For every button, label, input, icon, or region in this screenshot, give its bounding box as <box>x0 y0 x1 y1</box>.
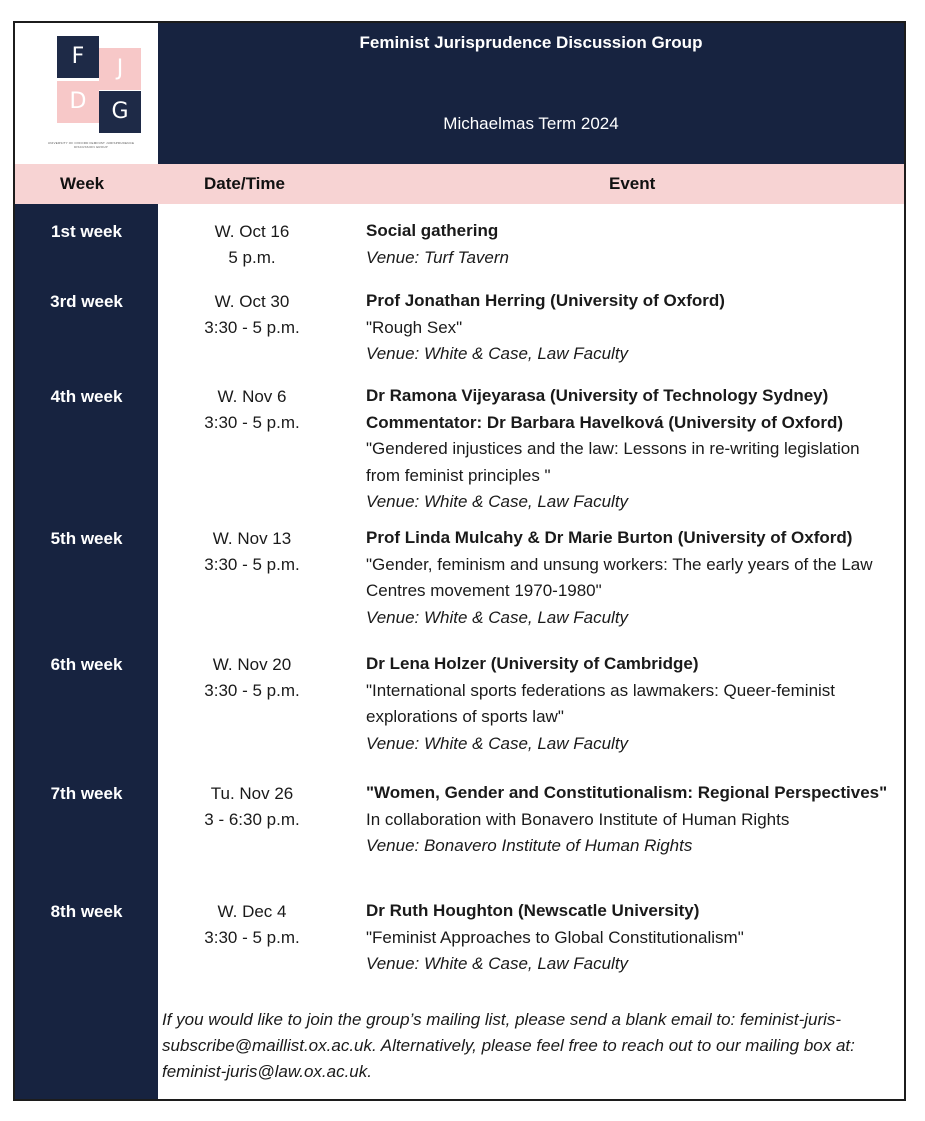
poster-header <box>15 23 904 164</box>
event-datetime <box>173 219 331 271</box>
logo-letter-g: G <box>99 91 141 133</box>
logo-letter-f: F <box>57 36 99 78</box>
event-datetime <box>173 384 331 436</box>
event-details <box>366 288 896 368</box>
event-date: W. Oct 16 <box>214 222 290 241</box>
event-datetime <box>173 526 331 578</box>
event-time: 3 - 6:30 p.m. <box>204 810 300 829</box>
event-speaker: Prof Jonathan Herring (University of Oxford) <box>366 291 725 310</box>
event-time: 3:30 - 5 p.m. <box>204 681 300 700</box>
event-venue: Venue: White & Case, Law Faculty <box>366 733 629 753</box>
event-description: "International sports federations as lawmakers: Queer-feminist explorations of sports law" <box>366 680 836 726</box>
event-venue: Venue: Turf Tavern <box>366 247 510 267</box>
event-description: "Feminist Approaches to Global Constitutionalism" <box>366 927 744 947</box>
mailing-list-note: If you would like to join the group’s mailing list, please send a blank email to: feminist-juris-subscribe@maillist.ox.ac.uk. Alternatively, please feel free to reach out to our mailing box at: feminist-juris@law.ox.ac.uk. <box>162 1010 855 1081</box>
event-time: 5 p.m. <box>228 248 276 267</box>
event-venue: Venue: White & Case, Law Faculty <box>366 492 629 511</box>
event-date: W. Oct 30 <box>214 292 290 311</box>
schedule-poster <box>13 21 906 1101</box>
event-description: "Rough Sex" <box>366 317 463 337</box>
event-venue: Venue: White & Case, Law Faculty <box>366 607 629 627</box>
logo-caption: UNIVERSITY OF OXFORD FEMINIST JURISPRUDENCE DISCUSSION GROUP <box>47 141 135 149</box>
event-date: Tu. Nov 26 <box>210 784 294 803</box>
column-header-week: Week <box>60 174 105 193</box>
fjdg-logo <box>15 23 158 164</box>
event-datetime <box>173 781 331 833</box>
column-header-row <box>15 164 904 204</box>
event-date: W. Dec 4 <box>217 902 287 921</box>
week-label: 4th week <box>50 387 123 406</box>
event-venue: Venue: White & Case, Law Faculty <box>366 344 629 363</box>
event-speaker: Commentator: Dr Barbara Havelková (University of Oxford) <box>366 412 844 432</box>
group-title: Feminist Jurisprudence Discussion Group <box>359 33 703 52</box>
event-datetime <box>173 289 331 341</box>
week-label: 1st week <box>51 222 122 241</box>
event-datetime <box>173 899 331 951</box>
event-details <box>366 218 896 271</box>
event-details <box>366 651 896 757</box>
event-details <box>366 898 896 978</box>
event-details <box>366 383 896 516</box>
event-date: W. Nov 6 <box>217 387 287 406</box>
event-venue: Venue: White & Case, Law Faculty <box>366 954 629 973</box>
event-date: W. Nov 13 <box>212 529 292 548</box>
logo-letter-j: J <box>99 48 141 90</box>
event-speaker: Dr Ramona Vijeyarasa (University of Technology Sydney) <box>366 386 829 405</box>
event-date: W. Nov 20 <box>212 655 292 674</box>
week-label: 8th week <box>50 902 123 921</box>
week-label: 5th week <box>50 529 123 548</box>
event-description: In collaboration with Bonavero Institute of Human Rights <box>366 809 790 829</box>
event-speaker: "Women, Gender and Constitutionalism: Regional Perspectives" <box>366 783 888 802</box>
event-time: 3:30 - 5 p.m. <box>204 555 300 574</box>
term-label: Michaelmas Term 2024 <box>443 114 619 133</box>
event-speaker: Social gathering <box>366 221 499 240</box>
event-speaker: Dr Ruth Houghton (Newscatle University) <box>366 901 700 920</box>
event-description: "Gender, feminism and unsung workers: The early years of the Law Centres movement 1970-1980" <box>366 554 873 600</box>
event-description: "Gendered injustices and the law: Lessons in re-writing legislation from feminist principles " <box>366 439 860 485</box>
event-speaker: Dr Lena Holzer (University of Cambridge) <box>366 654 699 673</box>
event-time: 3:30 - 5 p.m. <box>204 928 300 947</box>
column-header-datetime: Date/Time <box>204 174 285 193</box>
week-label: 3rd week <box>50 292 123 311</box>
event-speaker: Prof Linda Mulcahy & Dr Marie Burton (University of Oxford) <box>366 528 853 547</box>
week-label: 7th week <box>50 784 123 803</box>
logo-letter-d: D <box>57 81 99 123</box>
event-details <box>366 525 896 631</box>
event-time: 3:30 - 5 p.m. <box>204 413 300 432</box>
event-time: 3:30 - 5 p.m. <box>204 318 300 337</box>
event-datetime <box>173 652 331 704</box>
column-header-event: Event <box>609 174 656 193</box>
event-venue: Venue: Bonavero Institute of Human Rights <box>366 836 693 855</box>
week-label: 6th week <box>50 655 123 674</box>
event-details <box>366 780 896 860</box>
